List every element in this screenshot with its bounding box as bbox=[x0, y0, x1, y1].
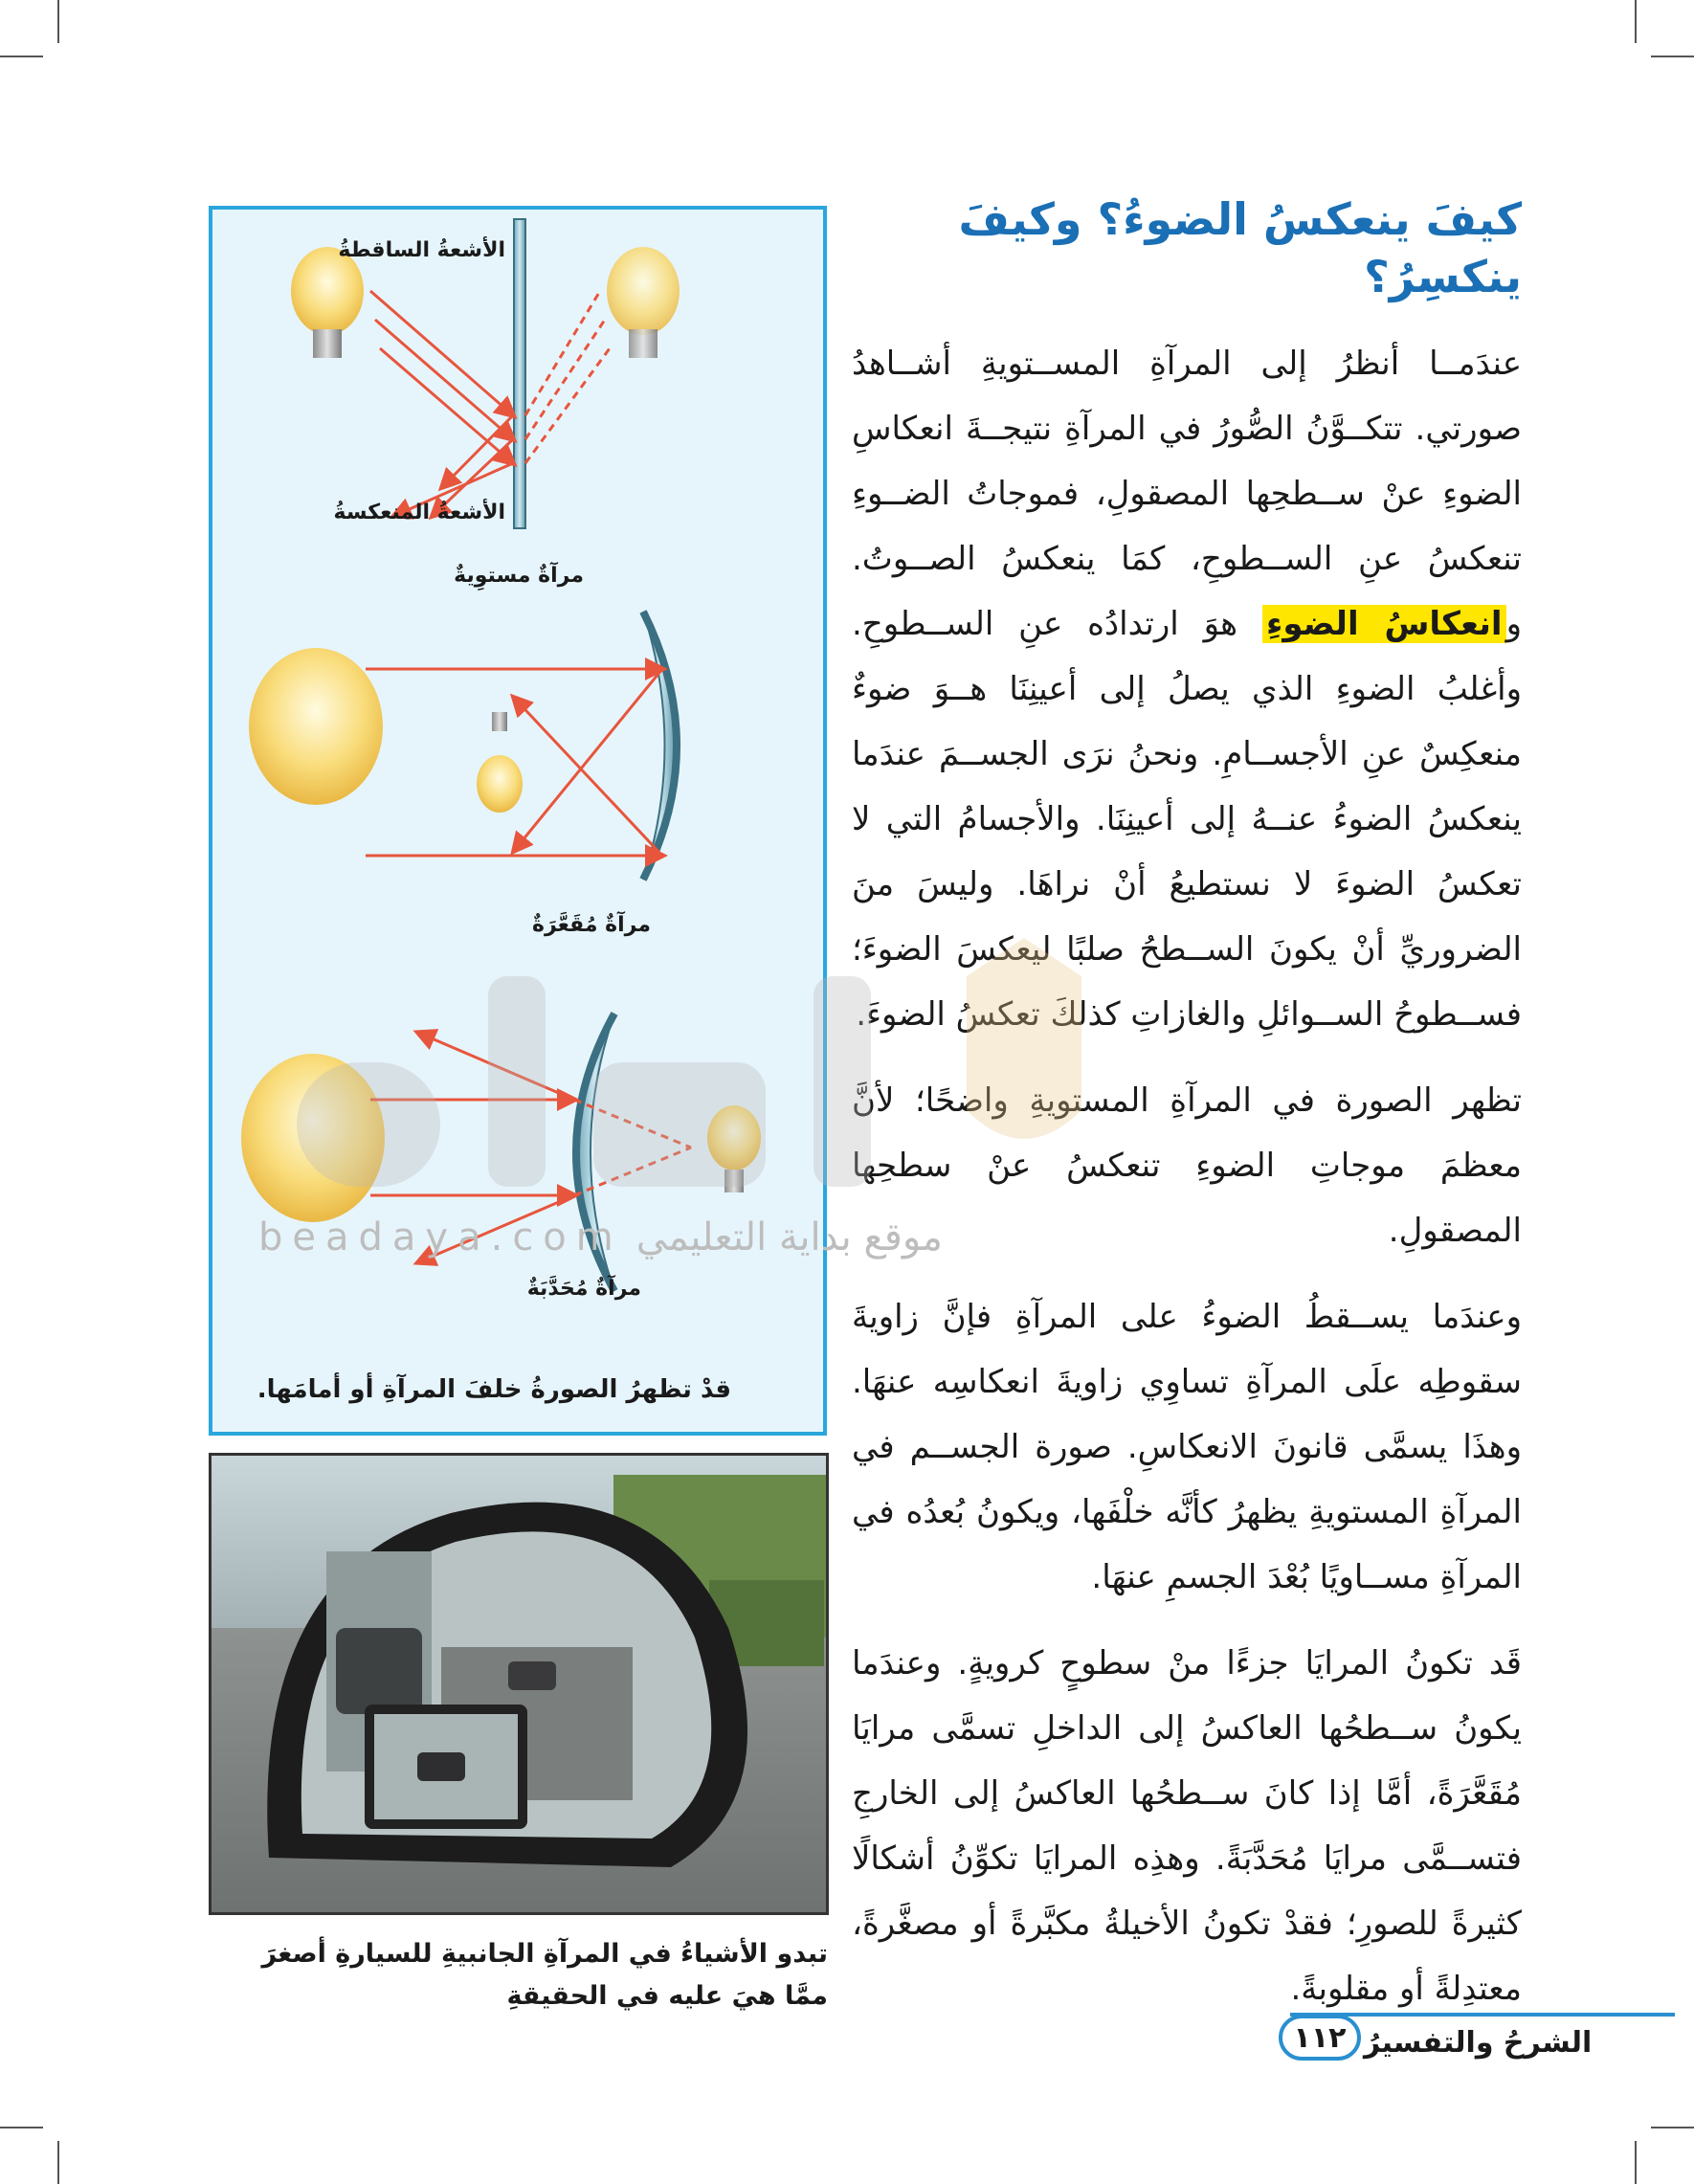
crop-mark bbox=[1635, 2141, 1637, 2184]
reflected-rays-label: الأشعةُ المنعكسةُ bbox=[333, 501, 505, 524]
paragraph-plane-mirror: تظهر الصورة في المرآةِ المستويةِ واضحًا؛ لأنَّ معظمَ موجاتِ الضوءِ تنعكسُ عنْ سطحِها المصقولِ. bbox=[852, 1081, 1522, 1250]
watermark-text bbox=[258, 1215, 943, 1259]
car-mirror-image bbox=[212, 1456, 826, 1912]
plane-mirror-label: مرآةٌ مستوِيةٌ bbox=[454, 564, 584, 588]
crop-mark bbox=[1651, 2127, 1694, 2128]
paragraph-text: عندَمــا أنظرُ إلى المرآةِ المســتويةِ أشــاهدُ صورتي. تتكــوَّنُ الصُّورُ في المرآةِ نتيجــةَ انعكاسِ الضوءِ عنْ ســطحِها المصقولِ، فموجاتُ الضــوءِ تنعكسُ عنِ الســطوحِ، كمَا ينعكسُ الصــوتُ. و bbox=[852, 344, 1522, 643]
concave-mirror-label: مرآةٌ مُقَعَّرَةٌ bbox=[531, 913, 651, 937]
concave-mirror-illustration bbox=[249, 612, 677, 880]
highlighted-term: انعكاسُ الضوءِ bbox=[1262, 605, 1506, 643]
paragraph-curved-mirrors: قَد تكونُ المرايَا جزءًا منْ سطوحٍ كرويةٍ. وعندَما يكونُ ســطحُها العاكسُ إلى الداخلِ تسمَّى مرايَا مُقَعَّرَةً، أمَّا إذا كانَ ســطحُها العاكسُ إلى الخارجِ فتســمَّى مرايَا مُحَدَّبَةً. وهذِه المرايَا تكوِّنُ أشكالًا كثيرةً للصورِ؛ فقدْ تكونُ الأخيلةُ مكبَّرةً أو مصغَّرةً، معتدِلةً أو مقلوبةً. bbox=[852, 1643, 1522, 2008]
watermark-latin: beadaya.com bbox=[258, 1215, 623, 1259]
crop-mark bbox=[0, 2127, 43, 2128]
convex-mirror-label: مرآةٌ مُحَدَّبَةٌ bbox=[526, 1277, 641, 1301]
section-heading: كيفَ ينعكسُ الضوءُ؟ وكيفَ ينكسِرُ؟ bbox=[958, 193, 1522, 302]
watermark-arabic: موقع بداية التعليمي bbox=[635, 1215, 943, 1259]
car-side-mirror-photo bbox=[209, 1453, 829, 1915]
photo-caption: تبدو الأشياءُ في المرآةِ الجانبيةِ للسيارةِ أصغرَ ممَّا هيَ عليه في الحقيقةِ bbox=[261, 1939, 828, 2011]
plane-mirror-illustration bbox=[291, 219, 680, 528]
crop-mark bbox=[1651, 56, 1694, 57]
paragraph-law-of-reflection: وعندَما يســقطُ الضوءُ على المرآةِ فإنَّ زاويةَ سقوطِه علَى المرآةِ تساوِي زاويةَ انعكاسِه عنهَا. وهذَا يسمَّى قانونَ الانعكاسِ. صورة الجســم في المرآةِ المستويةِ يظهرُ كأنَّه خلْفَها، ويكونُ بُعدُه في المرآةِ مســاويًا بُعْدَ الجسمِ عنهَا. bbox=[852, 1297, 1522, 1596]
crop-mark bbox=[0, 56, 43, 57]
crop-mark bbox=[57, 0, 59, 43]
article-column bbox=[852, 191, 1522, 2042]
paragraph-reflection bbox=[852, 331, 1522, 1047]
crop-mark bbox=[1635, 0, 1637, 43]
footer-section-title: الشرحُ والتفسيرُ bbox=[1364, 2026, 1593, 2060]
crop-mark bbox=[57, 2141, 59, 2184]
figure-caption: قدْ تظهرُ الصورةُ خلفَ المرآةِ أو أمامَها. bbox=[256, 1375, 731, 1404]
incident-rays-label: الأشعةُ الساقطةُ bbox=[338, 238, 505, 262]
paragraph-text: هوَ ارتدادُه عنِ الســطوحِ. وأغلبُ الضوءِ الذي يصلُ إلى أعينِنَا هــوَ ضوءٌ منعكِسٌ عنِ الأجســامِ. ونحنُ نرَى الجســمَ عندَما ينعكسُ الضوءُ عنــهُ إلى أعينِنَا. والأجسامُ التي لا تعكسُ الضوءَ لا نستطيعُ أنْ نراهَا. وليسَ منَ الضروريِّ أنْ يكونَ الســطحُ صلبًا ليعكسَ الضوءَ؛ فســطوحُ الســوائلِ والغازاتِ كذلكَ تعكسُ الضوءَ. bbox=[852, 604, 1522, 1034]
page-number: ١١٢ bbox=[1279, 2015, 1361, 2061]
